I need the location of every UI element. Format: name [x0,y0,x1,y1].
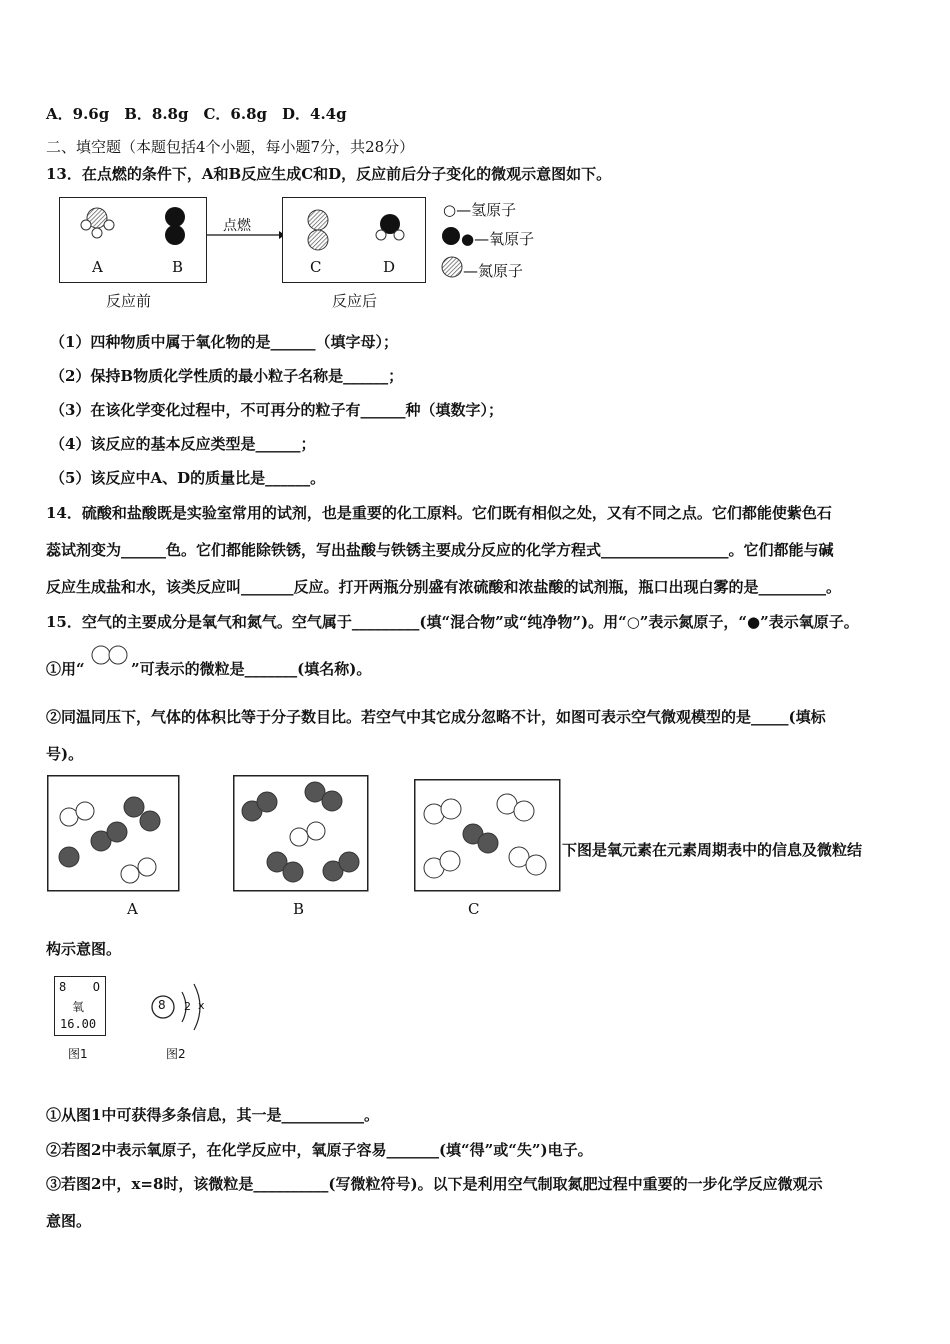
legend-oxygen-dot [440,226,460,246]
fig2-caption: 图2 [166,1047,186,1061]
label-D: D [383,258,396,276]
atomic-mass: 16.00 [60,1017,97,1031]
air-model-A [47,775,180,892]
atomic-number: 8 [59,980,67,994]
answer-options: A．9.6g B．8.8g C．6.8g D．4.4g [46,105,347,123]
q13-sub3: （3）在该化学变化过程中，不可再分的粒子有______种（填数字）； [50,401,503,419]
shell2-electrons: x [198,999,205,1012]
element-symbol: O [92,980,100,994]
after-caption: 反应后 [332,292,378,310]
section-title: 二、填空题（本题包括4个小题，每小题7分，共28分） [46,138,415,156]
fig1-caption: 图1 [68,1047,88,1061]
legend-nitrogen: —氮原子 [463,262,524,280]
before-caption: 反应前 [106,292,152,310]
model-label-B: B [293,900,305,918]
q15-sub2-line2: 号)。 [46,745,84,763]
shell1-electrons: 2 [184,1000,191,1013]
q15-answer3: ③若图2中，x=8时，该微粒是__________(写微粒符号)。以下是利用空气制取氮肥过程中重要的一步化学反应微观示 [46,1175,823,1193]
q13-sub1: （1）四种物质中属于氧化物的是______（填字母）； [50,333,398,351]
q13-sub5: （5）该反应中A、D的质量比是______。 [50,469,326,487]
molecule-D [372,210,408,246]
oxygen-element-cell [54,976,106,1036]
q13-stem: 13．在点燃的条件下，A和B反应生成C和D，反应前后分子变化的微观示意图如下。 [46,165,612,183]
q15-answer2: ②若图2中表示氧原子，在化学反应中，氧原子容易_______(填“得”或“失”)电子。 [46,1141,593,1159]
q15-line1: 15．空气的主要成分是氧气和氮气。空气属于_________(填“混合物”或“纯净物”)。用“○”表示氮原子，“●”表示氧原子。 [46,613,859,631]
q13-sub2: （2）保持B物质化学性质的最小粒子名称是______； [50,367,404,385]
q15-sub2-line1: ②同温同压下，气体的体积比等于分子数目比。若空气中其它成分忽略不计，如图可表示空气微观模型的是_____(填标 [46,708,826,726]
model-label-A: A [127,900,138,918]
label-C: C [310,258,322,276]
q15-sub1-post: ”可表示的微粒是_______(填名称)。 [131,660,372,678]
legend-oxygen: ●—氧原子 [461,230,535,248]
q15-answer1: ①从图1中可获得多条信息，其一是___________。 [46,1106,379,1124]
q13-sub4: （4）该反应的基本反应类型是______； [50,435,316,453]
element-name: 氧 [72,1000,85,1014]
molecule-A [75,202,125,242]
q15-cont-text: 构示意图。 [46,940,122,958]
ignite-label: 点燃 [223,218,251,234]
label-B: B [172,258,184,276]
legend-hydrogen: ○—氢原子 [443,201,517,219]
q15-sub1-pre: ①用“ [46,660,85,678]
air-model-B [233,775,369,892]
q14-line1: 14．硫酸和盐酸既是实验室常用的试剂，也是重要的化工原料。它们既有相似之处，又有不同之点。它们都能使紫色石 [46,504,832,522]
n2-molecule-icon [90,644,132,666]
molecule-B [163,206,193,248]
nucleus-charge: 8 [158,998,166,1012]
atom-structure-diagram [146,978,216,1038]
q14-line2: 蕊试剂变为______色。它们都能除铁锈，写出盐酸与铁锈主要成分反应的化学方程式_________________。它们都能与碱 [46,541,834,559]
q15-side-text: 下图是氧元素在元素周期表中的信息及微粒结 [562,841,863,859]
q15-answer4: 意图。 [46,1212,92,1230]
air-model-C [414,779,561,892]
label-A: A [92,258,103,276]
molecule-C [305,208,333,254]
legend-nitrogen-dot [440,257,464,277]
q14-line3: 反应生成盐和水，该类反应叫_______反应。打开两瓶分别盛有浓硫酸和浓盐酸的试剂瓶，瓶口出现白雾的是_________。 [46,578,842,596]
model-label-C: C [468,900,480,918]
